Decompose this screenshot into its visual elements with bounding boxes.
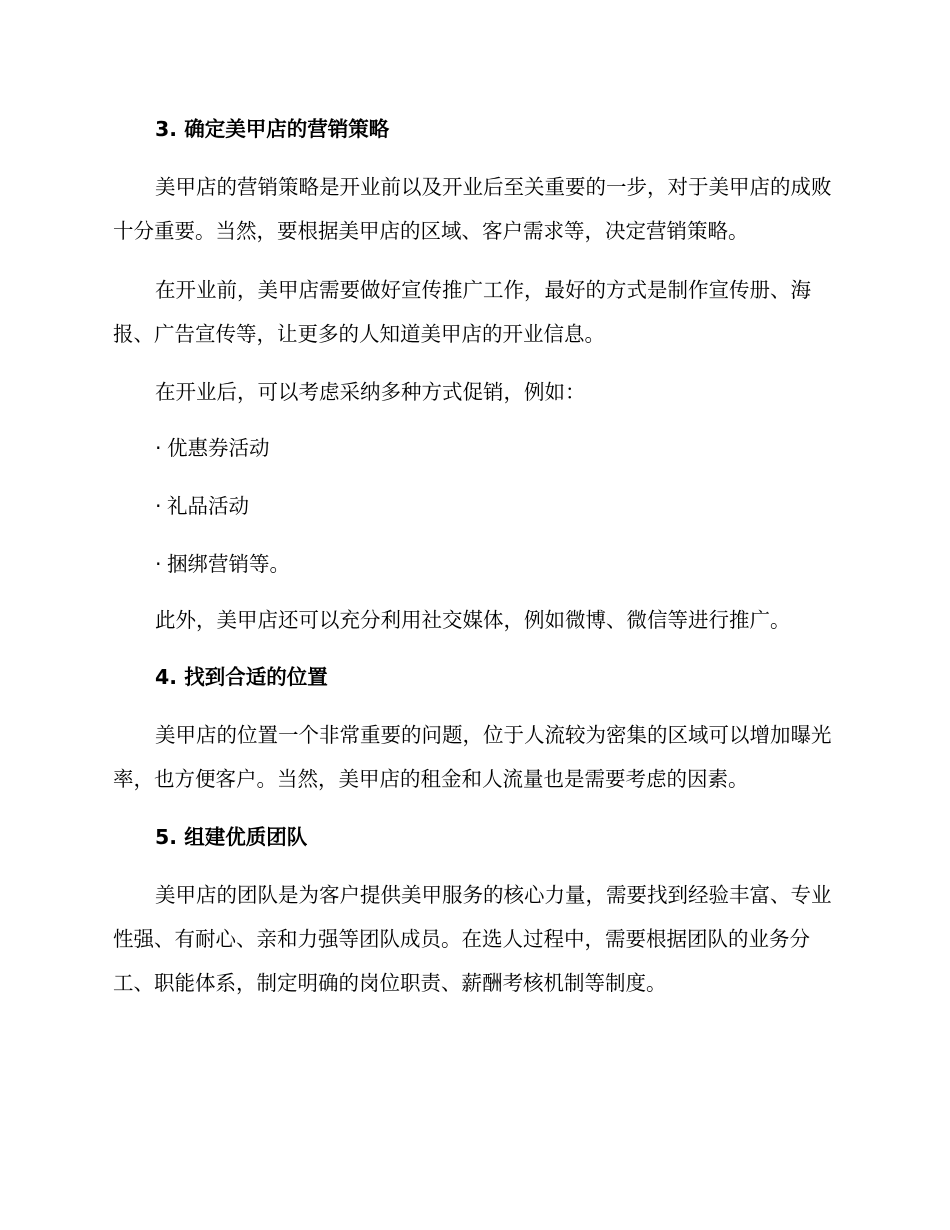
bullet-item xyxy=(155,549,290,579)
section-heading-3: 3. 确定美甲店的营销策略 xyxy=(155,117,390,141)
paragraph: 此外，美甲店还可以充分利用社交媒体，例如微博、微信等进行推广。 xyxy=(155,608,791,632)
paragraph: 在开业前，美甲店需要做好宣传推广工作，最好的方式是制作宣传册、海报、广告宣传等，让更多的人知道美甲店的开业信息。 xyxy=(113,278,811,346)
bullet-icon: · xyxy=(155,552,162,576)
bullet-text: 优惠券活动 xyxy=(167,436,270,460)
bullet-icon: · xyxy=(155,436,162,460)
bullet-text: 捆绑营销等。 xyxy=(167,552,290,576)
bullet-text: 礼品活动 xyxy=(167,494,249,518)
paragraph: 美甲店的团队是为客户提供美甲服务的核心力量，需要找到经验丰富、专业性强、有耐心、亲和力强等团队成员。在选人过程中，需要根据团队的业务分工、职能体系，制定明确的岗位职责、薪酬考核机制等制度。 xyxy=(113,883,832,995)
section-heading-5: 5. 组建优质团队 xyxy=(155,825,308,849)
paragraph: 美甲店的营销策略是开业前以及开业后至关重要的一步，对于美甲店的成败十分重要。当然，要根据美甲店的区域、客户需求等，决定营销策略。 xyxy=(113,175,832,243)
bullet-icon: · xyxy=(155,494,162,518)
paragraph: 在开业后，可以考虑采纳多种方式促销，例如： xyxy=(155,380,586,404)
paragraph: 美甲店的位置一个非常重要的问题，位于人流较为密集的区域可以增加曝光率，也方便客户。当然，美甲店的租金和人流量也是需要考虑的因素。 xyxy=(113,723,832,791)
bullet-item xyxy=(155,433,270,463)
bullet-item xyxy=(155,491,249,521)
section-heading-4: 4. 找到合适的位置 xyxy=(155,665,328,689)
